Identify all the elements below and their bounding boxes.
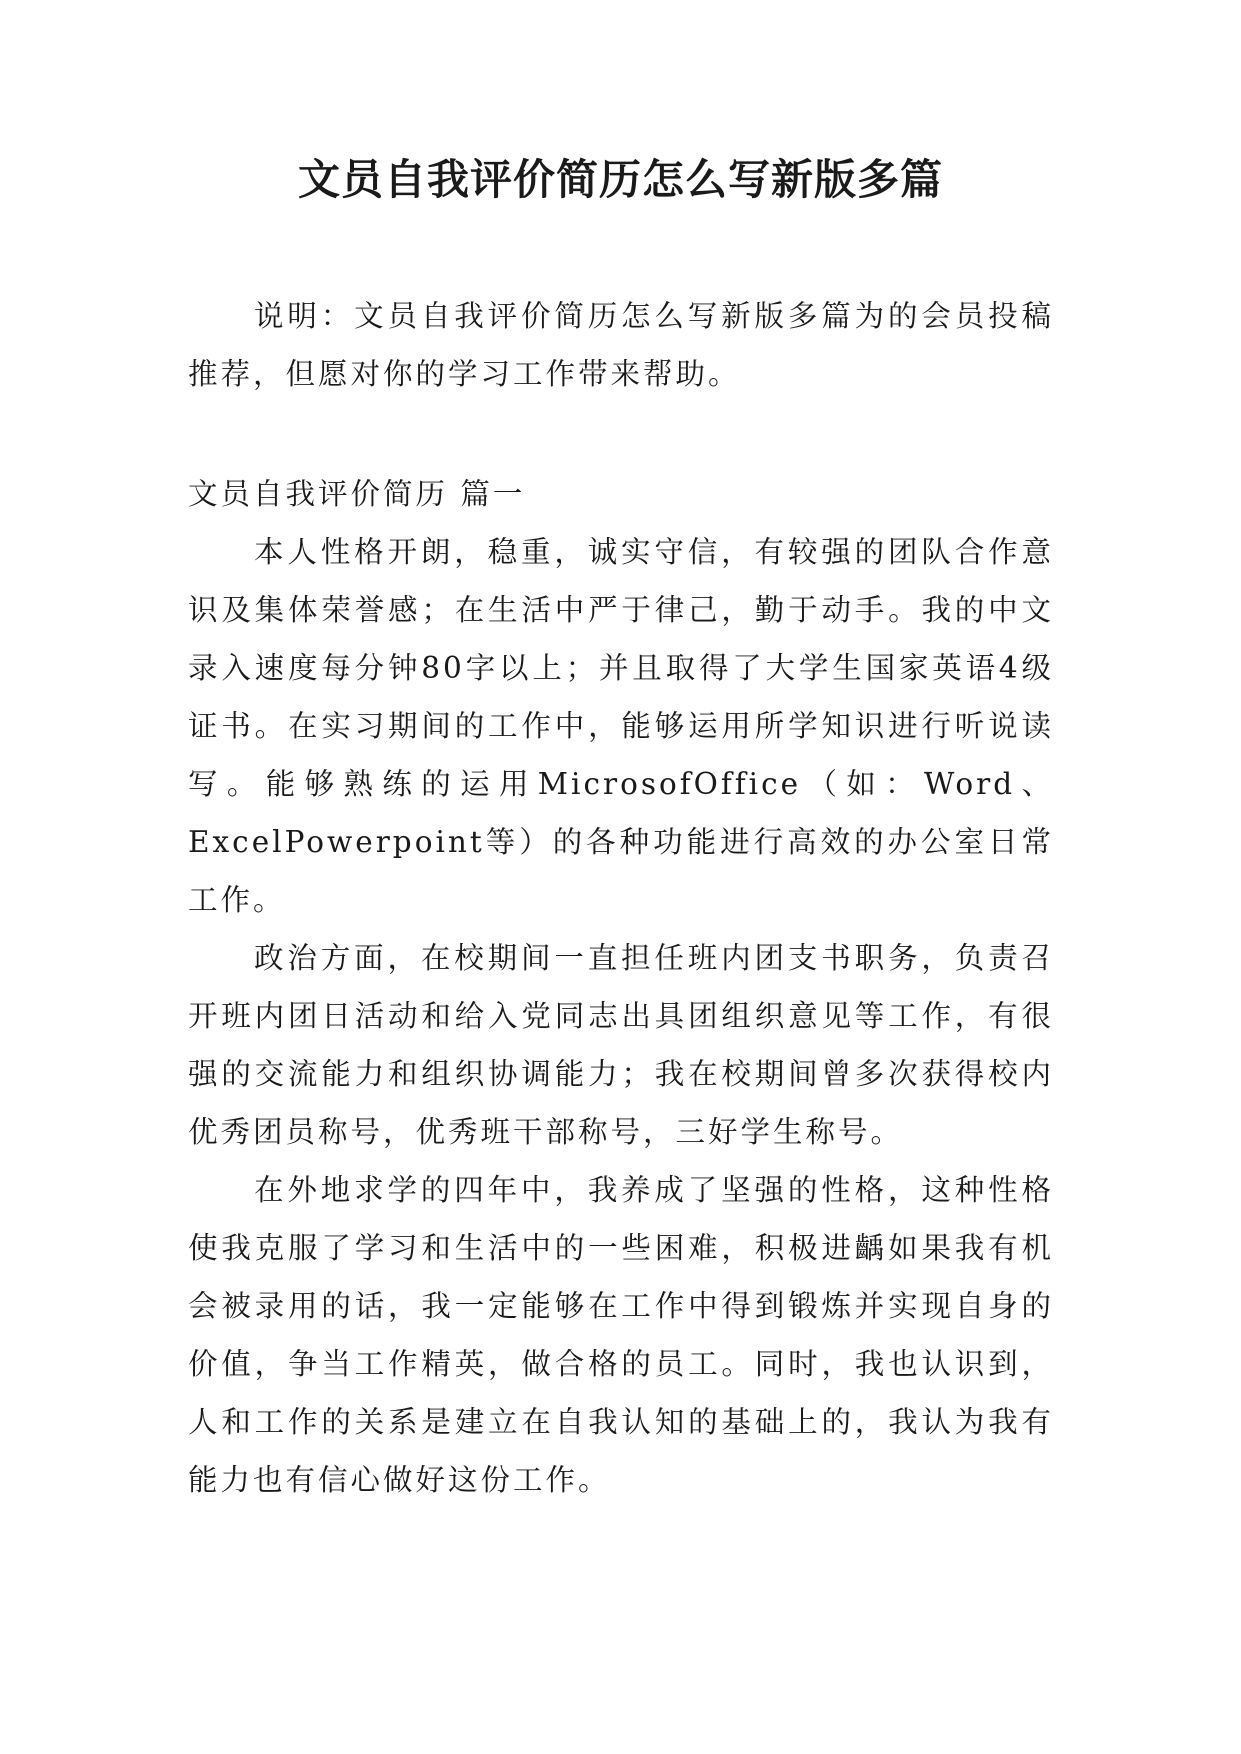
section-heading: 文员自我评价简历 篇一 <box>188 477 526 511</box>
document-title: 文员自我评价简历怎么写新版多篇 <box>297 155 943 204</box>
document-body <box>188 287 1054 1509</box>
body-paragraph-3: 在外地求学的四年中，我养成了坚强的性格，这种性格使我克服了学习和生活中的一些困难，积极进齲如果我有机会被录用的话，我一定能够在工作中得到锻炼并实现自身的价值，争当工作精英，做合格的员工。同时，我也认识到，人和工作的关系是建立在自我认知的基础上的，我认为我有能力也有信心做好这份工作。 <box>188 1173 1054 1497</box>
body-paragraph-2: 政治方面，在校期间一直担任班内团支书职务，负责召开班内团日活动和给入党同志出具团组织意见等工作，有很强的交流能力和组织协调能力；我在校期间曾多次获得校内优秀团员称号，优秀班干部称号，三好学生称号。 <box>188 941 1054 1149</box>
body-paragraph-1: 本人性格开朗，稳重，诚实守信，有较强的团队合作意识及集体荣誉感；在生活中严于律己，勤于动手。我的中文录入速度每分钟80字以上；并且取得了大学生国家英语4级证书。在实习期间的工作中，能够运用所学知识进行听说读写。能够熟练的运用MicrosofOffice（如：Word、ExcelPowerpoint等）的各种功能进行高效的办公室日常工作。 <box>188 535 1054 917</box>
intro-paragraph: 说明：文员自我评价简历怎么写新版多篇为的会员投稿推荐，但愿对你的学习工作带来帮助。 <box>188 299 1054 391</box>
